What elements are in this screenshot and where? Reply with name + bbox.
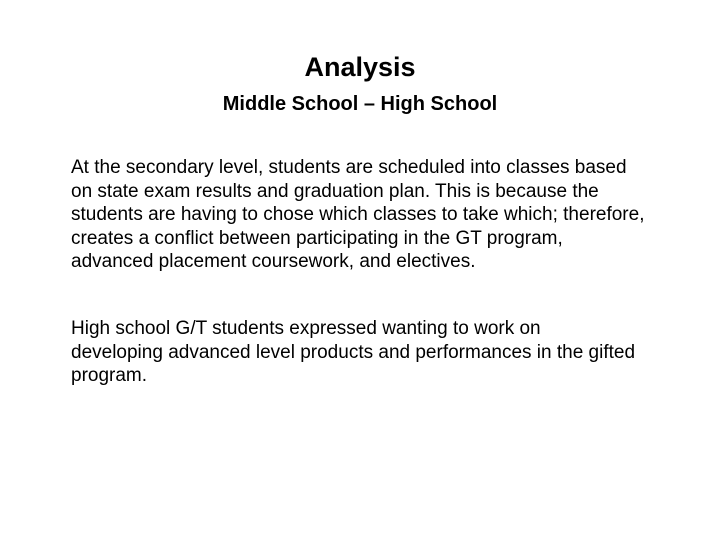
paragraph-line: on state exam results and graduation plan. This is because the xyxy=(71,180,599,202)
paragraph-line: advanced placement coursework, and electives. xyxy=(71,251,476,273)
slide-title: Analysis xyxy=(304,52,416,82)
paragraph-line: At the secondary level, students are scheduled into classes based xyxy=(71,157,627,178)
paragraph-line: developing advanced level products and performances in the gifted xyxy=(71,341,636,363)
paragraph-line: High school G/T students expressed wanting to work on xyxy=(71,318,541,339)
slide-subtitle: Middle School – High School xyxy=(222,93,498,115)
paragraph-line: creates a conflict between participating in the GT program, xyxy=(71,227,563,249)
paragraph-line: program. xyxy=(71,365,148,387)
paragraph-secondary-level xyxy=(71,156,671,274)
paragraph-line: students are having to chose which classes to take which; therefore, xyxy=(71,204,645,226)
paragraph-high-school-gt xyxy=(71,317,671,388)
